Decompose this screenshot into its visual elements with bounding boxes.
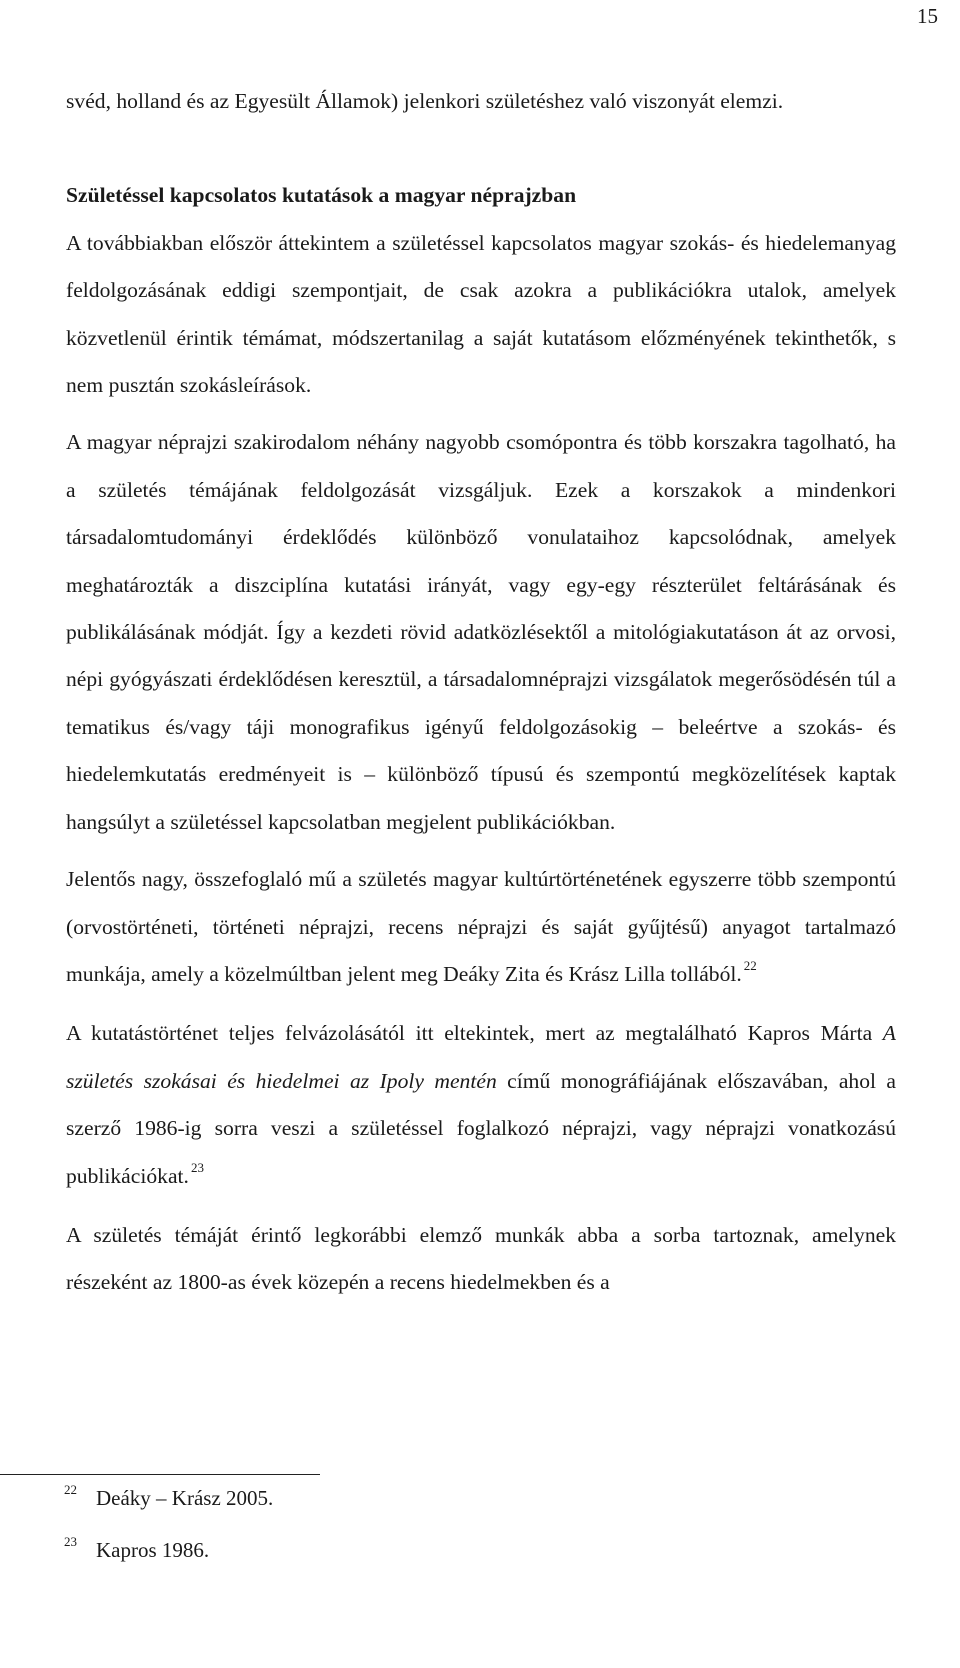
paragraph-overview: A továbbiakban először áttekintem a születéssel kapcsolatos magyar szokás- és hiedelemanyag feldolgozásának eddigi szempontjait, de csak azokra a publikációkra utalok, amelyek közvetlenül érintik témámat, módszertanilag a saját kutatásom előzményének tekinthetők, s nem pusztán szokásleírások. <box>66 230 896 398</box>
paragraph-research-history <box>66 1010 896 1202</box>
paragraph-earliest-works: A születés témáját érintő legkorábbi elemző munkák abba a sorba tartoznak, amelynek részeként az 1800-as évek közepén a recens hiedelmekben és a <box>66 1222 896 1295</box>
paragraph-periods: A magyar néprajzi szakirodalom néhány nagyobb csomópontra és több korszakra tagolható, ha a születés témájának feldolgozását vizsgáljuk. Ezek a korszakok a mindenkori társadalomtudományi érdeklődés különböző vonulataihoz kapcsolódnak, amelyek meghatározták a diszciplína kutatási irányát, vagy egy-egy részterület feltárásának és publikálásának módját. Így a kezdeti rövid adatközlésektől a mitológiakutatáson át az orvosi, népi gyógyászati érdeklődésen keresztül, a társadalomnéprajzi vizsgálatok megerősödésén túl a tematikus és/vagy táji monografikus igényű feldolgozásokig – beleértve a szokás- és hiedelemkutatás eredményeit is – különböző típusú és szempontú megközelítések kaptak hangsúlyt a születéssel kapcsolatban megjelent publikációkban. <box>66 430 896 834</box>
section-heading: Születéssel kapcsolatos kutatások a magyar néprajzban <box>66 183 577 208</box>
footnote-ref-23[interactable]: 23 <box>190 1159 204 1175</box>
footnote-text: Kapros 1986. <box>96 1538 210 1562</box>
paragraph-major-work-text: Jelentős nagy, összefoglaló mű a születés magyar kultúrtörténetének egyszerre több szempontú (orvostörténeti, történeti néprajzi, recens néprajzi és saját gyűjtésű) anyagot tartalmazó munkája, amely a közelmúltban jelent meg Deáky Zita és Krász Lilla tollából. <box>66 867 896 986</box>
paragraph-intro-continuation: svéd, holland és az Egyesült Államok) jelenkori születéshez való viszonyát elemzi. <box>66 89 784 113</box>
footnote-text: Deáky – Krász 2005. <box>96 1486 274 1510</box>
book-title: A születés szokásai és hiedelmei az Ipoly mentén <box>66 1021 896 1093</box>
footnote-ref-22[interactable]: 22 <box>743 957 757 973</box>
footnote-22 <box>64 1482 274 1511</box>
footnote-number: 23 <box>64 1534 77 1549</box>
paragraph-research-history-text-b: című monográfiájának előszavában, ahol a szerző 1986-ig sorra veszi a születéssel foglalkozó néprajzi, vagy néprajzi vonatkozású publikációkat. <box>66 1068 897 1188</box>
paragraph-major-work <box>66 856 896 1000</box>
main-text <box>66 78 896 1307</box>
footnote-separator <box>0 1474 320 1475</box>
page-number: 15 <box>917 4 938 28</box>
paragraph-research-history-text-a: A kutatástörténet teljes felvázolásától itt eltekintek, mert az megtalálható Kapros Márta <box>66 1021 883 1046</box>
footnote-number: 22 <box>64 1482 77 1497</box>
footnote-23 <box>64 1534 210 1563</box>
